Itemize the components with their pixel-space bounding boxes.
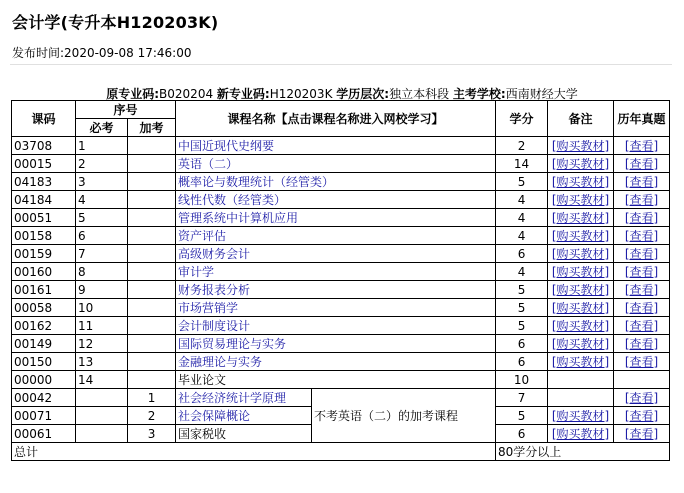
note-cell — [548, 209, 614, 227]
note-cell — [548, 407, 614, 425]
course-code: 00158 — [12, 227, 76, 245]
exam-cell — [614, 155, 670, 173]
note-cell — [548, 173, 614, 191]
credit: 6 — [496, 245, 548, 263]
credit: 4 — [496, 227, 548, 245]
buy-textbook-link[interactable]: [购买教材] — [551, 426, 610, 441]
view-exams-link[interactable]: [查看] — [624, 264, 659, 279]
view-exams-link[interactable]: [查看] — [624, 228, 659, 243]
buy-textbook-link[interactable]: [购买教材] — [551, 228, 610, 243]
required-seq: 12 — [76, 335, 128, 353]
table-row — [12, 209, 670, 227]
credit: 5 — [496, 299, 548, 317]
divider — [10, 64, 672, 65]
elective-seq — [128, 281, 176, 299]
table-row — [12, 137, 670, 155]
course-name-cell: 毕业论文 — [176, 371, 496, 389]
elective-seq — [128, 209, 176, 227]
course-name-cell — [176, 317, 496, 335]
course-code: 00015 — [12, 155, 76, 173]
table-row — [12, 263, 670, 281]
buy-textbook-link[interactable]: [购买教材] — [551, 300, 610, 315]
table-row — [12, 335, 670, 353]
level: 独立本科段 — [389, 87, 450, 101]
required-seq: 13 — [76, 353, 128, 371]
table-row — [12, 191, 670, 209]
elective-seq — [128, 353, 176, 371]
credit: 6 — [496, 425, 548, 443]
buy-textbook-link[interactable]: [购买教材] — [551, 264, 610, 279]
note-cell — [548, 191, 614, 209]
course-code: 00051 — [12, 209, 76, 227]
new-code: H120203K — [269, 87, 333, 101]
exam-cell — [614, 227, 670, 245]
header-credit: 学分 — [496, 101, 548, 137]
course-code: 00149 — [12, 335, 76, 353]
table-row — [12, 371, 670, 389]
header-required: 必考 — [76, 119, 128, 137]
course-link[interactable]: 管理系统中计算机应用 — [178, 210, 299, 225]
credit: 10 — [496, 371, 548, 389]
exam-cell — [614, 353, 670, 371]
table-row — [12, 173, 670, 191]
course-link[interactable]: 高级财务会计 — [178, 246, 251, 261]
course-name-cell — [176, 353, 496, 371]
required-seq: 11 — [76, 317, 128, 335]
school: 西南财经大学 — [505, 87, 578, 101]
course-name-cell — [176, 155, 496, 173]
buy-textbook-link[interactable]: [购买教材] — [551, 192, 610, 207]
note-cell — [548, 353, 614, 371]
view-exams-link[interactable]: [查看] — [624, 390, 659, 405]
exam-cell — [614, 425, 670, 443]
note-cell — [548, 317, 614, 335]
course-name-cell — [176, 191, 496, 209]
required-seq: 6 — [76, 227, 128, 245]
view-exams-link[interactable]: [查看] — [624, 300, 659, 315]
header-exams: 历年真题 — [614, 101, 670, 137]
total-label: 总计 — [12, 443, 496, 461]
course-code: 00042 — [12, 389, 76, 407]
course-link[interactable]: 财务报表分析 — [178, 282, 251, 297]
buy-textbook-link[interactable]: [购买教材] — [551, 174, 610, 189]
course-name-cell — [176, 137, 496, 155]
note-cell — [548, 155, 614, 173]
required-seq — [76, 389, 128, 407]
course-link[interactable]: 会计制度设计 — [178, 318, 251, 333]
header-note: 备注 — [548, 101, 614, 137]
course-code: 03708 — [12, 137, 76, 155]
elective-seq — [128, 263, 176, 281]
course-code: 00058 — [12, 299, 76, 317]
view-exams-link[interactable]: [查看] — [624, 174, 659, 189]
page-title: 会计学(专升本H120203K) — [12, 13, 219, 32]
old-code-label: 原专业码: — [106, 87, 160, 101]
course-name-cell — [176, 263, 496, 281]
buy-textbook-link[interactable]: [购买教材] — [551, 246, 610, 261]
total-value: 80学分以上 — [496, 443, 670, 461]
buy-textbook-link[interactable]: [购买教材] — [551, 282, 610, 297]
exam-cell — [614, 335, 670, 353]
elective-seq: 2 — [128, 407, 176, 425]
course-name-cell: 国家税收 — [176, 425, 312, 443]
course-link[interactable]: 国际贸易理论与实务 — [178, 336, 287, 351]
course-code: 00160 — [12, 263, 76, 281]
required-seq — [76, 407, 128, 425]
exam-cell — [614, 371, 670, 389]
credit: 4 — [496, 209, 548, 227]
note-cell — [548, 281, 614, 299]
note-cell — [548, 137, 614, 155]
course-code: 00161 — [12, 281, 76, 299]
exam-cell — [614, 299, 670, 317]
credit: 5 — [496, 317, 548, 335]
credit: 6 — [496, 353, 548, 371]
elective-seq — [128, 173, 176, 191]
course-link[interactable]: 中国近现代史纲要 — [178, 138, 275, 153]
required-seq: 5 — [76, 209, 128, 227]
view-exams-link[interactable]: [查看] — [624, 282, 659, 297]
exam-cell — [614, 209, 670, 227]
course-name-cell — [176, 281, 496, 299]
course-link[interactable]: 资产评估 — [178, 228, 227, 243]
note-cell — [548, 371, 614, 389]
total-row — [12, 443, 670, 461]
view-exams-link[interactable]: [查看] — [624, 426, 659, 441]
elective-seq — [128, 137, 176, 155]
course-link[interactable]: 线性代数（经管类） — [178, 192, 287, 207]
view-exams-link[interactable]: [查看] — [624, 408, 659, 423]
elective-seq — [128, 335, 176, 353]
new-code-label: 新专业码: — [216, 87, 270, 101]
required-seq: 8 — [76, 263, 128, 281]
table-row — [12, 155, 670, 173]
view-exams-link[interactable]: [查看] — [624, 336, 659, 351]
required-seq: 7 — [76, 245, 128, 263]
note-cell — [548, 227, 614, 245]
course-code: 04184 — [12, 191, 76, 209]
elective-note: 不考英语（二）的加考课程 — [312, 389, 496, 443]
publish-time: 2020-09-08 17:46:00 — [64, 46, 192, 60]
elective-seq — [128, 155, 176, 173]
course-link[interactable]: 社会经济统计学原理 — [178, 390, 287, 405]
required-seq: 4 — [76, 191, 128, 209]
exam-cell — [614, 389, 670, 407]
credit: 14 — [496, 155, 548, 173]
table-row — [12, 389, 670, 407]
course-link[interactable]: 市场营销学 — [178, 300, 239, 315]
credit: 2 — [496, 137, 548, 155]
course-code: 00150 — [12, 353, 76, 371]
credit: 5 — [496, 173, 548, 191]
exam-cell — [614, 317, 670, 335]
elective-seq: 3 — [128, 425, 176, 443]
buy-textbook-link[interactable]: [购买教材] — [551, 156, 610, 171]
header-elective: 加考 — [128, 119, 176, 137]
elective-seq — [128, 371, 176, 389]
note-cell — [548, 263, 614, 281]
buy-textbook-link[interactable]: [购买教材] — [551, 408, 610, 423]
course-link[interactable]: 社会保障概论 — [178, 408, 251, 423]
table-row — [12, 299, 670, 317]
table-row — [12, 245, 670, 263]
credit: 6 — [496, 335, 548, 353]
course-table — [11, 100, 670, 461]
course-name-cell — [176, 173, 496, 191]
elective-seq: 1 — [128, 389, 176, 407]
header-course-name: 课程名称【点击课程名称进入网校学习】 — [176, 101, 496, 137]
course-name-cell — [176, 227, 496, 245]
course-name-cell — [176, 299, 496, 317]
course-name-cell — [176, 389, 312, 407]
course-code: 00071 — [12, 407, 76, 425]
view-exams-link[interactable]: [查看] — [624, 354, 659, 369]
credit: 4 — [496, 263, 548, 281]
course-link[interactable]: 英语（二） — [178, 156, 239, 171]
course-name-cell — [176, 245, 496, 263]
required-seq: 1 — [76, 137, 128, 155]
exam-cell — [614, 245, 670, 263]
elective-seq — [128, 227, 176, 245]
exam-cell — [614, 263, 670, 281]
school-label: 主考学校: — [452, 87, 506, 101]
note-cell — [548, 245, 614, 263]
table-row — [12, 353, 670, 371]
credit: 7 — [496, 389, 548, 407]
required-seq: 2 — [76, 155, 128, 173]
buy-textbook-link[interactable]: [购买教材] — [551, 210, 610, 225]
credit: 5 — [496, 281, 548, 299]
view-exams-link[interactable]: [查看] — [624, 192, 659, 207]
elective-seq — [128, 299, 176, 317]
course-name-cell — [176, 335, 496, 353]
publish-label: 发布时间: — [12, 46, 65, 60]
course-code: 04183 — [12, 173, 76, 191]
note-cell — [548, 335, 614, 353]
course-name-cell — [176, 407, 312, 425]
note-cell — [548, 389, 614, 407]
credit: 5 — [496, 407, 548, 425]
credit: 4 — [496, 191, 548, 209]
buy-textbook-link[interactable]: [购买教材] — [551, 138, 610, 153]
required-seq — [76, 425, 128, 443]
course-code: 00162 — [12, 317, 76, 335]
course-code: 00159 — [12, 245, 76, 263]
view-exams-link[interactable]: [查看] — [624, 246, 659, 261]
elective-seq — [128, 245, 176, 263]
old-code: B020204 — [159, 87, 214, 101]
buy-textbook-link[interactable]: [购买教材] — [551, 318, 610, 333]
course-code: 00000 — [12, 371, 76, 389]
course-code: 00061 — [12, 425, 76, 443]
required-seq: 14 — [76, 371, 128, 389]
table-row — [12, 317, 670, 335]
required-seq: 3 — [76, 173, 128, 191]
course-name-cell — [176, 209, 496, 227]
level-label: 学历层次: — [336, 87, 390, 101]
table-row — [12, 281, 670, 299]
course-link[interactable]: 审计学 — [178, 264, 215, 279]
course-link[interactable]: 概率论与数理统计（经管类） — [178, 174, 335, 189]
note-cell — [548, 299, 614, 317]
view-exams-link[interactable]: [查看] — [624, 156, 659, 171]
required-seq: 10 — [76, 299, 128, 317]
exam-cell — [614, 173, 670, 191]
note-cell — [548, 425, 614, 443]
header-code: 课码 — [12, 101, 76, 137]
header-seq: 序号 — [76, 101, 176, 119]
course-link[interactable]: 金融理论与实务 — [178, 354, 263, 369]
buy-textbook-link[interactable]: [购买教材] — [551, 336, 610, 351]
required-seq: 9 — [76, 281, 128, 299]
exam-cell — [614, 281, 670, 299]
publish-date — [12, 44, 192, 61]
elective-seq — [128, 191, 176, 209]
table-row — [12, 227, 670, 245]
exam-cell — [614, 191, 670, 209]
view-exams-link[interactable]: [查看] — [624, 210, 659, 225]
buy-textbook-link[interactable]: [购买教材] — [551, 354, 610, 369]
exam-cell — [614, 407, 670, 425]
view-exams-link[interactable]: [查看] — [624, 318, 659, 333]
elective-seq — [128, 317, 176, 335]
exam-cell — [614, 137, 670, 155]
view-exams-link[interactable]: [查看] — [624, 138, 659, 153]
